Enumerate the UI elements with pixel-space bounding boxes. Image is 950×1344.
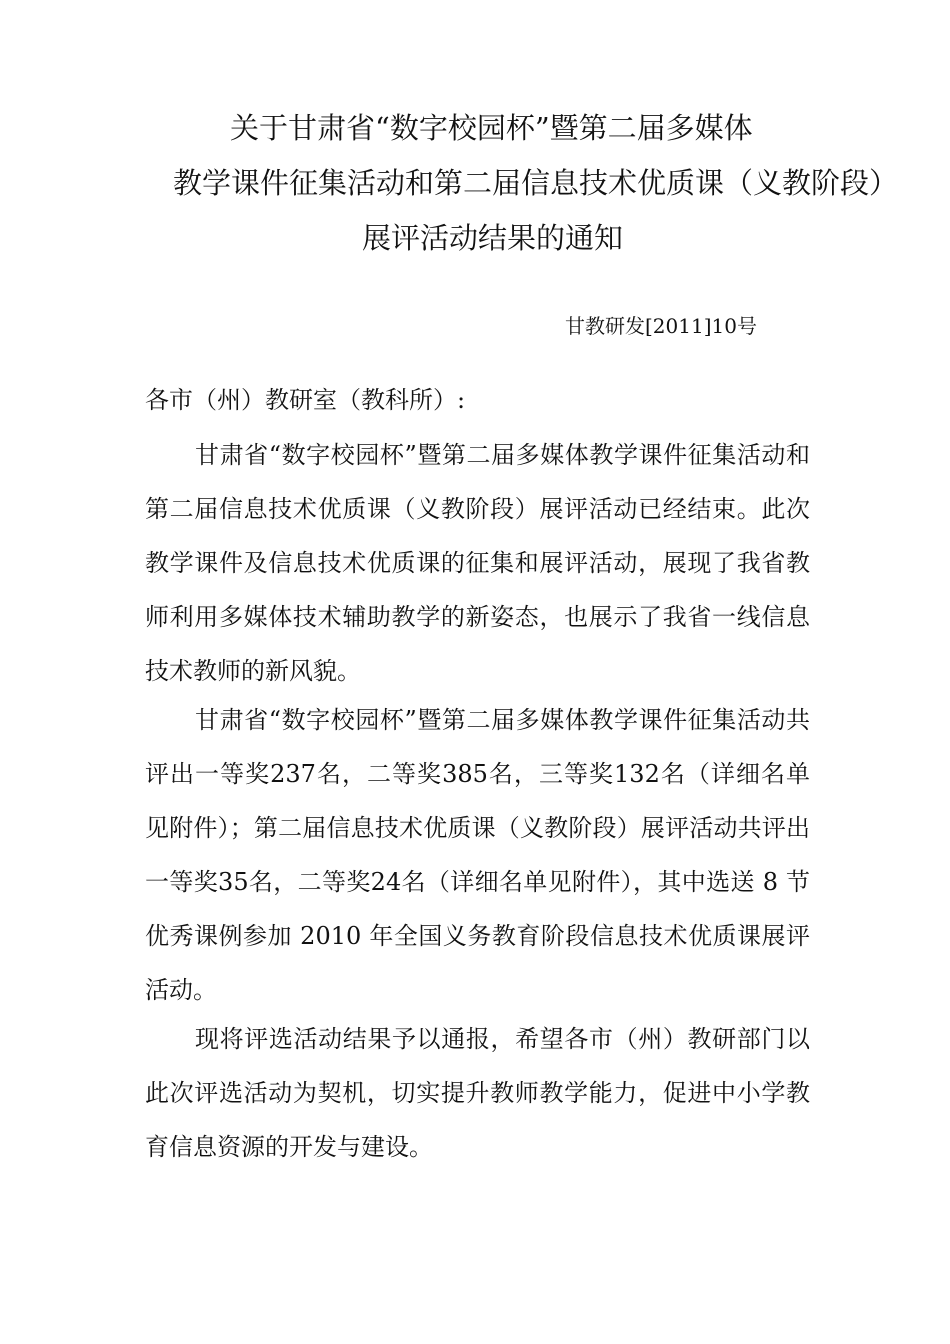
document-title-line-3: 展评活动结果的通知 [362,221,624,255]
body-paragraph-2: 甘肃省“数字校园杯”暨第二届多媒体教学课件征集活动共评出一等奖237名，二等奖385名，三等奖132名（详细名单见附件）；第二届信息技术优质课（义教阶段）展评活动共评出一等奖35名，二等奖24名（详细名单见附件），其中选送 8 节优秀课例参加 2010 年全国义务教育阶段信息技术优质课展评活动。 [145,706,810,1004]
document-title-line-1: 关于甘肃省“数字校园杯”暨第二届多媒体 [230,111,753,145]
body-paragraph-1: 甘肃省“数字校园杯”暨第二届多媒体教学课件征集活动和第二届信息技术优质课（义教阶段）展评活动已经结束。此次教学课件及信息技术优质课的征集和展评活动，展现了我省教师利用多媒体技术辅助教学的新姿态，也展示了我省一线信息技术教师的新风貌。 [145,441,810,685]
document-number: 甘教研发[2011]10号 [565,314,757,338]
document-title-line-2: 教学课件征集活动和第二届信息技术优质课（义教阶段） [173,166,899,200]
salutation: 各市（州）教研室（教科所）: [145,386,466,414]
body-paragraph-3: 现将评选活动结果予以通报，希望各市（州）教研部门以此次评选活动为契机，切实提升教师教学能力，促进中小学教育信息资源的开发与建设。 [145,1025,810,1161]
